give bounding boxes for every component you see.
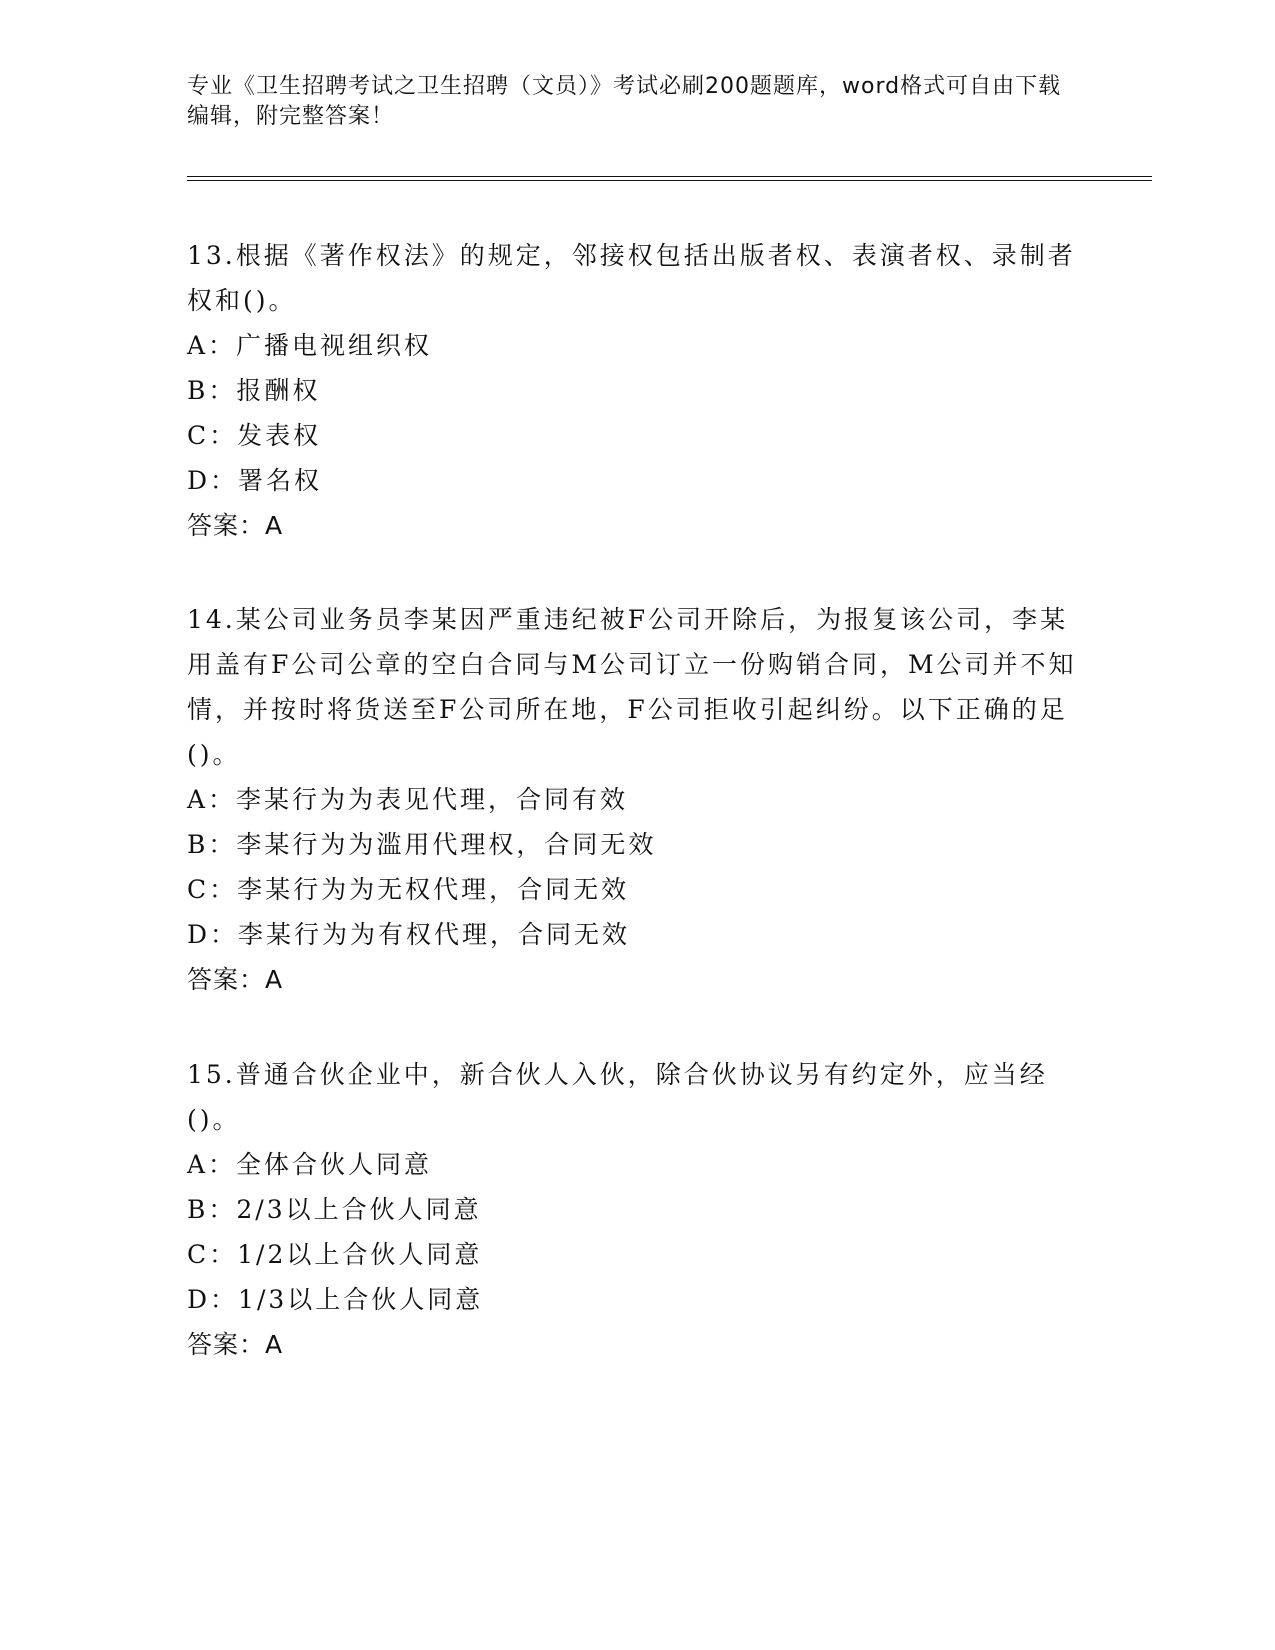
header-divider (187, 176, 1152, 181)
option-a: A：李某行为为表见代理，合同有效 (187, 785, 629, 814)
option-b: B：李某行为为滥用代理权，合同无效 (187, 830, 657, 859)
question-14 (187, 597, 1087, 1002)
question-stem: 13.根据《著作权法》的规定，邻接权包括出版者权、表演者权、录制者权和()。 (187, 241, 1076, 315)
option-a: A：广播电视组织权 (187, 331, 433, 360)
question-15 (187, 1052, 1087, 1367)
option-c: C：1/2以上合伙人同意 (187, 1240, 483, 1269)
option-d: D：李某行为为有权代理，合同无效 (187, 920, 631, 949)
question-stem: 14.某公司业务员李某因严重违纪被F公司开除后，为报复该公司，李某用盖有F公司公章的空白合同与M公司订立一份购销合同，M公司并不知情，并按时将货送至F公司所在地，F公司拒收引起纠纷。以下正确的足()。 (187, 605, 1077, 769)
answer-line: 答案：A (187, 511, 284, 540)
option-b: B：2/3以上合伙人同意 (187, 1195, 482, 1224)
answer-line: 答案：A (187, 965, 284, 994)
question-13 (187, 233, 1087, 548)
document-intro: 专业《卫生招聘考试之卫生招聘（文员）》考试必刷200题题库，word格式可自由下载编辑，附完整答案！ (187, 74, 1062, 129)
option-c: C：发表权 (187, 421, 322, 450)
option-b: B：报酬权 (187, 376, 321, 405)
question-stem: 15.普通合伙企业中，新合伙人入伙，除合伙协议另有约定外，应当经()。 (187, 1060, 1048, 1134)
answer-line: 答案：A (187, 1330, 284, 1359)
option-d: D：署名权 (187, 466, 323, 495)
option-d: D：1/3以上合伙人同意 (187, 1285, 484, 1314)
option-c: C：李某行为为无权代理，合同无效 (187, 875, 630, 904)
option-a: A：全体合伙人同意 (187, 1150, 433, 1179)
